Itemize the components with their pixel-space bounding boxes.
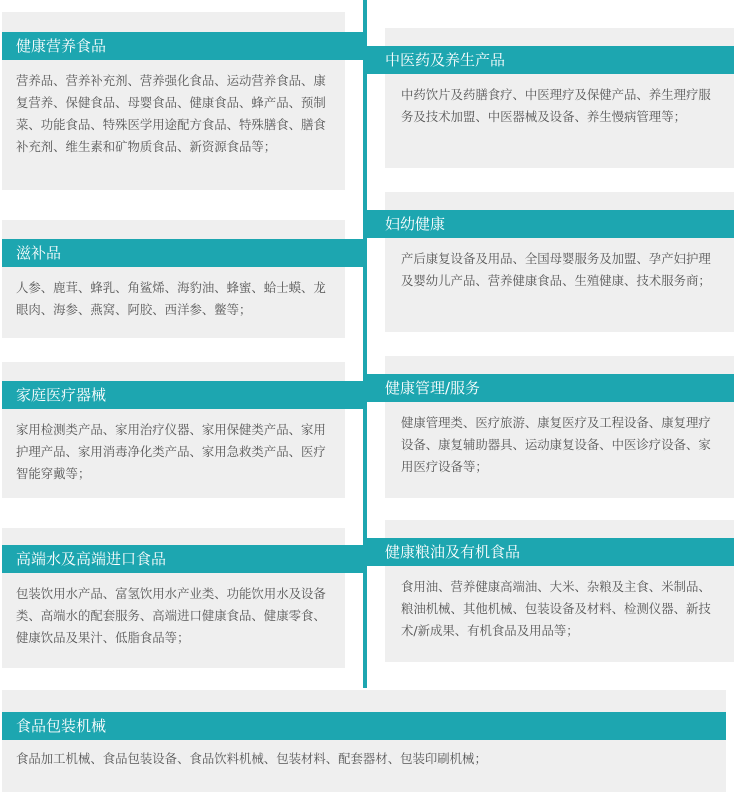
- card-title: 家庭医疗器械: [2, 381, 365, 409]
- card-title: 滋补品: [2, 239, 365, 267]
- category-card-health-management: [385, 356, 734, 498]
- card-description: 健康管理类、医疗旅游、康复医疗及工程设备、康复理疗设备、康复辅助器具、运动康复设备、中医诊疗设备、家用医疗设备等；: [401, 415, 711, 474]
- timeline-line: [363, 0, 367, 688]
- card-title: 食品包装机械: [2, 712, 726, 740]
- category-card-maternal-child-health: [385, 192, 734, 332]
- category-card-grain-oil-organic-food: [385, 520, 734, 662]
- card-title: 妇幼健康: [367, 210, 734, 238]
- category-card-health-nutrition-food: [2, 12, 345, 190]
- card-description: 食品加工机械、食品包装设备、食品饮料机械、包装材料、配套器材、包装印刷机械；: [16, 751, 487, 766]
- category-card-premium-water-imported-food: [2, 528, 345, 668]
- card-title: 中医药及养生产品: [367, 46, 734, 74]
- card-title: 健康管理/服务: [367, 374, 734, 402]
- card-title: 健康营养食品: [2, 32, 365, 60]
- card-title: 健康粮油及有机食品: [367, 538, 734, 566]
- category-card-home-medical-devices: [2, 362, 345, 498]
- card-title: 高端水及高端进口食品: [2, 545, 365, 573]
- category-card-food-packaging-machinery: [2, 690, 726, 792]
- card-description: 人参、鹿茸、蜂乳、角鲨烯、海豹油、蜂蜜、蛤士蟆、龙眼肉、海参、燕窝、阿胶、西洋参、鳖等；: [16, 280, 326, 317]
- card-description: 包装饮用水产品、富氢饮用水产业类、功能饮用水及设备类、高端水的配套服务、高端进口健康食品、健康零食、健康饮品及果汁、低脂食品等；: [16, 586, 326, 645]
- card-description: 家用检测类产品、家用治疗仪器、家用保健类产品、家用护理产品、家用消毒净化类产品、家用急救类产品、医疗智能穿戴等；: [16, 422, 326, 481]
- card-description: 营养品、营养补充剂、营养强化食品、运动营养食品、康复营养、保健食品、母婴食品、健康食品、蜂产品、预制菜、功能食品、特殊医学用途配方食品、特殊膳食、膳食补充剂、维生素和矿物质食品、新资源食品等；: [16, 73, 326, 154]
- card-description: 食用油、营养健康高端油、大米、杂粮及主食、米制品、粮油机械、其他机械、包装设备及材料、检测仪器、新技术/新成果、有机食品及用品等；: [401, 579, 711, 638]
- card-description: 产后康复设备及用品、全国母婴服务及加盟、孕产妇护理及婴幼儿产品、营养健康食品、生殖健康、技术服务商；: [401, 251, 711, 288]
- category-card-tcm-wellness: [385, 28, 734, 168]
- category-card-tonics: [2, 220, 345, 338]
- card-description: 中药饮片及药膳食疗、中医理疗及保健产品、养生理疗服务及技术加盟、中医器械及设备、养生慢病管理等；: [401, 87, 711, 124]
